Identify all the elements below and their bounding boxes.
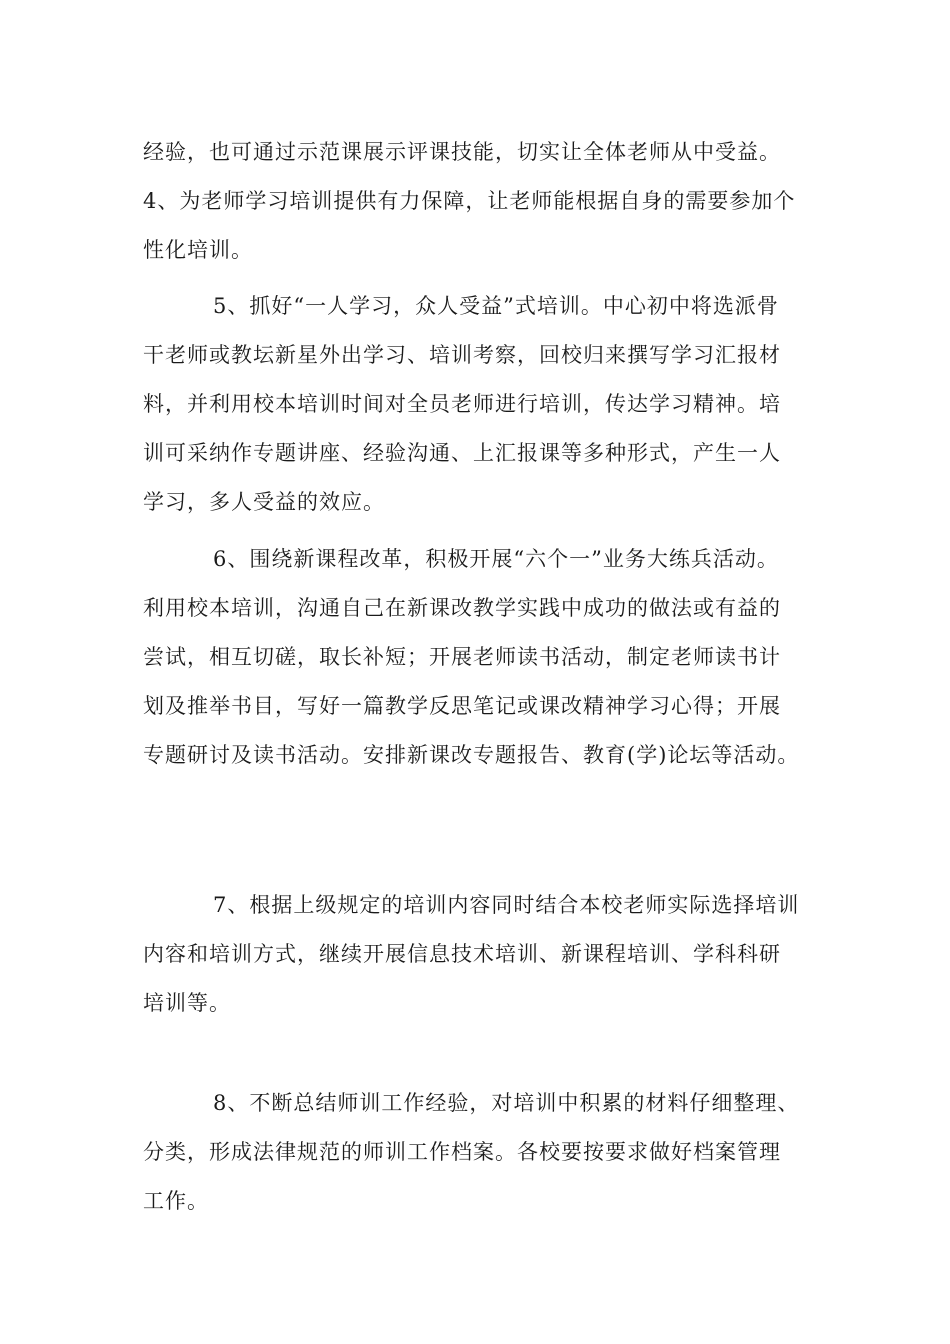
text-line: 内容和培训方式，继续开展信息技术培训、新课程培训、学科科研 (143, 942, 781, 966)
text-line: 8、不断总结师训工作经验，对培训中积累的材料仔细整理、 (213, 1091, 800, 1115)
text-line: 经验，也可通过示范课展示评课技能，切实让全体老师从中受益。 (143, 140, 781, 164)
text-line: 7、根据上级规定的培训内容同时结合本校老师实际选择培训 (213, 893, 800, 917)
text-line: 划及推举书目，写好一篇教学反思笔记或课改精神学习心得；开展 (143, 694, 781, 718)
text-line: 专题研讨及读书活动。安排新课改专题报告、教育(学)论坛等活动。 (143, 743, 800, 767)
text-line: 4、为老师学习培训提供有力保障，让老师能根据自身的需要参加个 (143, 189, 796, 213)
text-line: 6、围绕新课程改革，积极开展“六个一”业务大练兵活动。 (213, 547, 779, 571)
text-line: 学习，多人受益的效应。 (143, 490, 385, 514)
text-line: 训可采纳作专题讲座、经验沟通、上汇报课等多种形式，产生一人 (143, 441, 781, 465)
text-line: 利用校本培训，沟通自己在新课改教学实践中成功的做法或有益的 (143, 596, 781, 620)
text-line: 分类，形成法律规范的师训工作档案。各校要按要求做好档案管理 (143, 1140, 781, 1164)
text-line: 尝试，相互切磋，取长补短；开展老师读书活动，制定老师读书计 (143, 645, 781, 669)
text-line: 培训等。 (143, 991, 231, 1015)
text-line: 料，并利用校本培训时间对全员老师进行培训，传达学习精神。培 (143, 392, 781, 416)
text-line: 干老师或教坛新星外出学习、培训考察，回校归来撰写学习汇报材 (143, 343, 781, 367)
text-line: 5、抓好“一人学习，众人受益”式培训。中心初中将选派骨 (213, 294, 779, 318)
text-line: 性化培训。 (143, 238, 253, 262)
text-line: 工作。 (143, 1189, 209, 1213)
